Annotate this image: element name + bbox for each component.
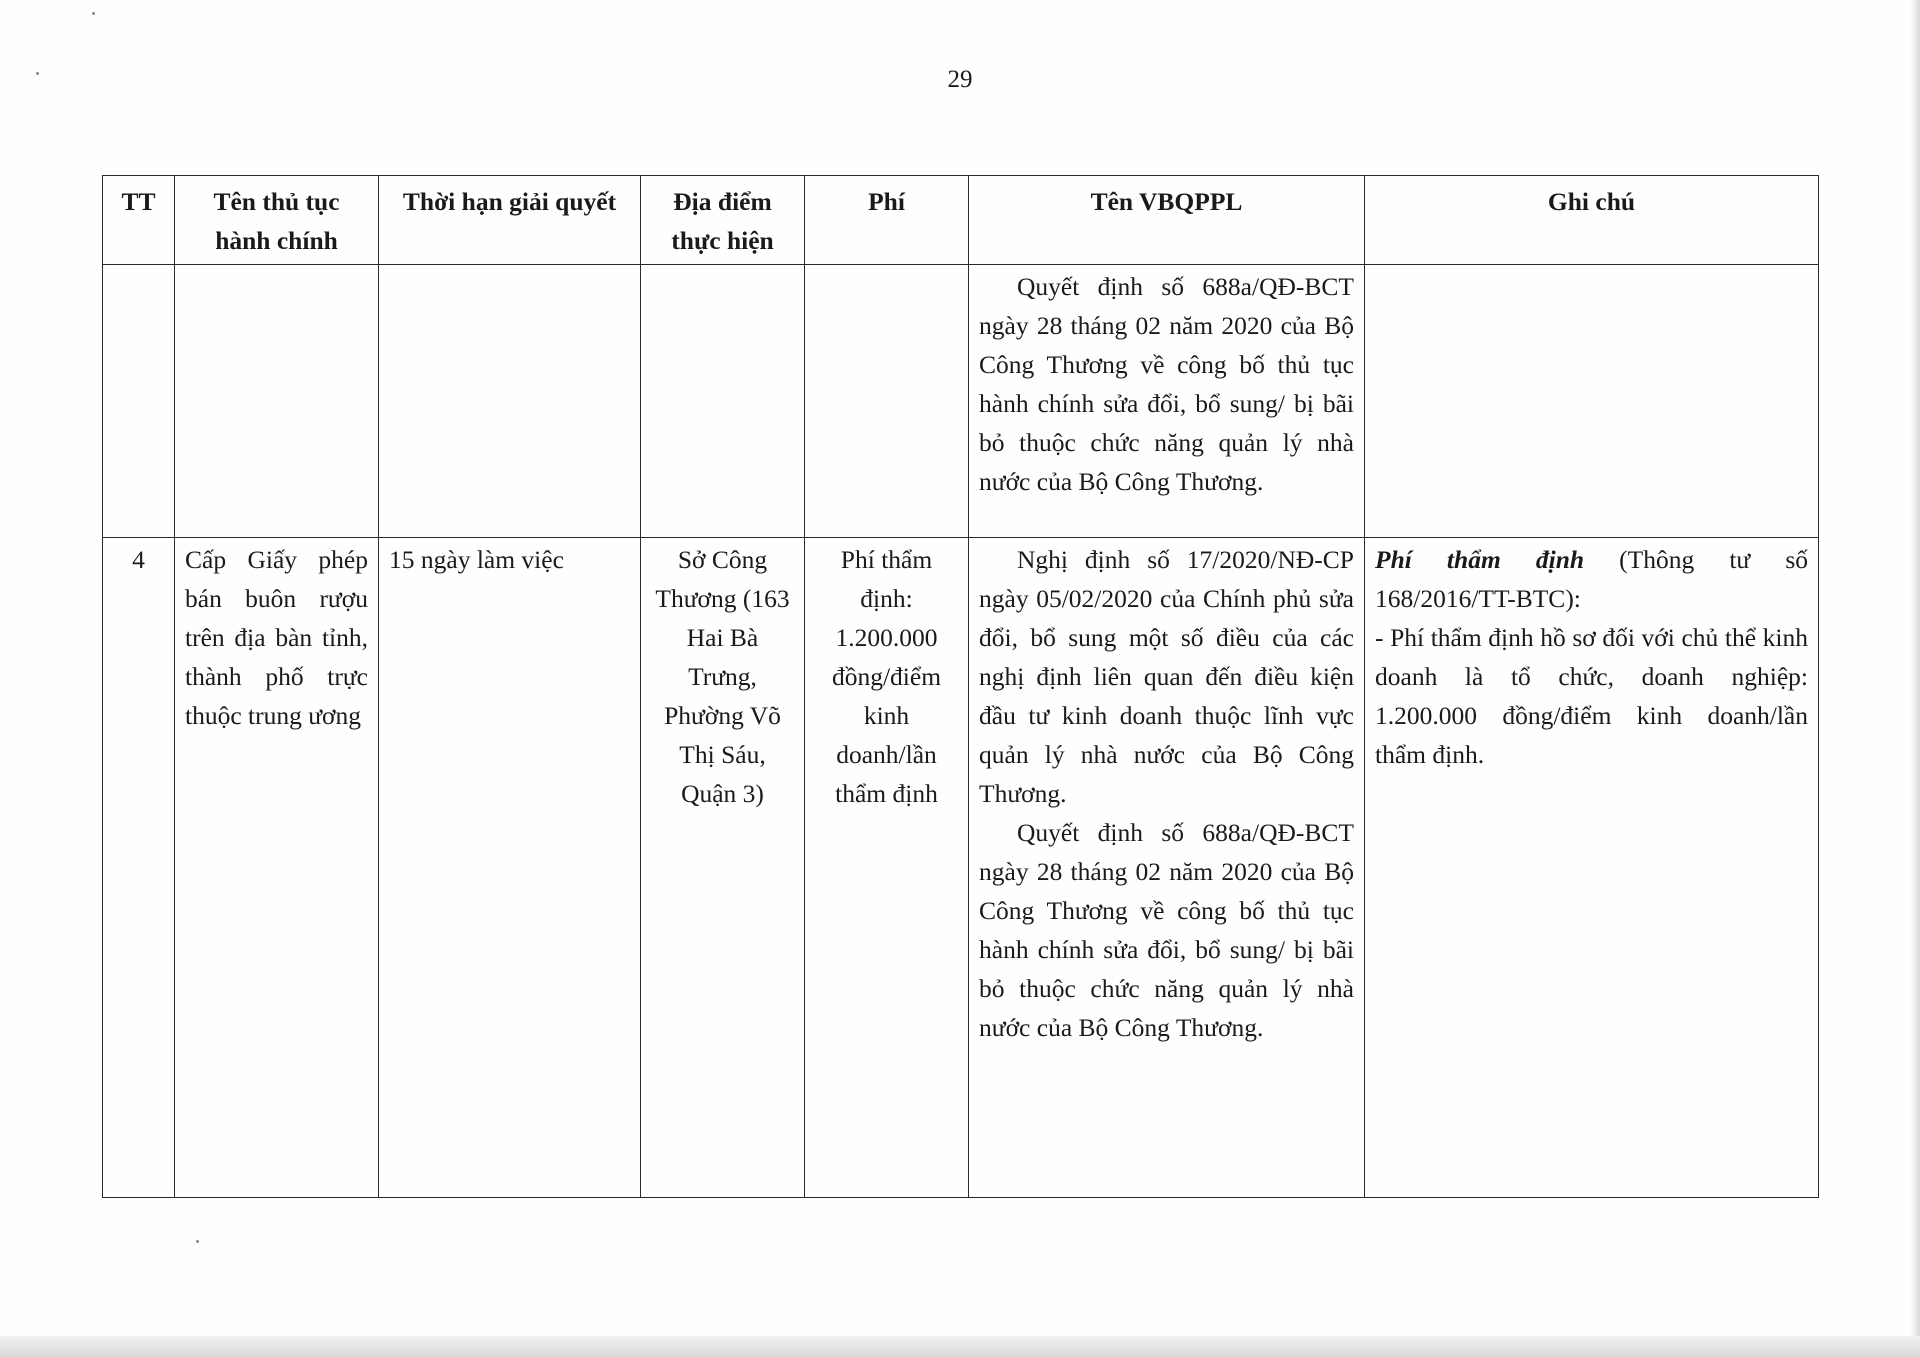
cell-location-empty bbox=[641, 265, 805, 538]
table-header-row bbox=[103, 176, 1819, 265]
scan-speck bbox=[36, 72, 39, 75]
table-row-4 bbox=[103, 538, 1819, 1198]
cell-procedure-name: Cấp Giấy phép bán buôn rượu trên địa bàn tỉnh, thành phố trực thuộc trung ương bbox=[175, 538, 379, 1198]
cell-location: Sở Công Thương (163 Hai Bà Trưng, Phường Võ Thị Sáu, Quận 3) bbox=[641, 538, 805, 1198]
note-fee-heading bbox=[1375, 540, 1808, 618]
legal-text-decision-688a: Quyết định số 688a/QĐ-BCT ngày 28 tháng 02 năm 2020 của Bộ Công Thương về công bố thủ tục hành chính sửa đổi, bổ sung/ bị bãi bỏ thuộc chức năng quản lý nhà nước của Bộ Công Thương. bbox=[979, 272, 1354, 496]
cell-name-empty bbox=[175, 265, 379, 538]
legal-text-decree-17: Nghị định số 17/2020/NĐ-CP ngày 05/02/2020 của Chính phủ sửa đổi, bổ sung một số điều của các nghị định liên quan đến điều kiện đầu tư kinh doanh thuộc lĩnh vực quản lý nhà nước của Bộ Công Thương. bbox=[979, 545, 1354, 808]
cell-fee-empty bbox=[805, 265, 969, 538]
cell-legal-continued bbox=[969, 265, 1365, 538]
cell-fee: Phí thẩm định: 1.200.000 đồng/điểm kinh doanh/lần thẩm định bbox=[805, 538, 969, 1198]
header-duration: Thời hạn giải quyết bbox=[379, 176, 641, 265]
scan-edge-bottom bbox=[0, 1336, 1920, 1357]
table-row-continued bbox=[103, 265, 1819, 538]
note-fee-title: Phí thẩm định bbox=[1375, 545, 1585, 574]
header-tt: TT bbox=[103, 176, 175, 265]
header-fee: Phí bbox=[805, 176, 969, 265]
cell-note-empty bbox=[1365, 265, 1819, 538]
header-location: Địa điểm thực hiện bbox=[641, 176, 805, 265]
cell-tt-empty bbox=[103, 265, 175, 538]
cell-tt: 4 bbox=[103, 538, 175, 1198]
header-procedure-name: Tên thủ tục hành chính bbox=[175, 176, 379, 265]
cell-legal-documents bbox=[969, 538, 1365, 1198]
procedure-table bbox=[102, 175, 1819, 1198]
note-fee-reference: (Thông tư số 168/2016/TT-BTC): bbox=[1375, 545, 1808, 613]
page-number: 29 bbox=[947, 66, 973, 93]
cell-duration-empty bbox=[379, 265, 641, 538]
legal-text-decision-688a: Quyết định số 688a/QĐ-BCT ngày 28 tháng 02 năm 2020 của Bộ Công Thương về công bố thủ tục hành chính sửa đổi, bổ sung/ bị bãi bỏ thuộc chức năng quản lý nhà nước của Bộ Công Thương. bbox=[979, 818, 1354, 1042]
note-fee-body: - Phí thẩm định hồ sơ đối với chủ thể kinh doanh là tổ chức, doanh nghiệp: 1.200.000 đồng/điểm kinh doanh/lần thẩm định. bbox=[1375, 623, 1808, 769]
cell-duration: 15 ngày làm việc bbox=[379, 538, 641, 1198]
scan-speck bbox=[196, 1240, 199, 1243]
cell-note bbox=[1365, 538, 1819, 1198]
header-legal-documents: Tên VBQPPL bbox=[969, 176, 1365, 265]
scan-speck bbox=[92, 12, 95, 15]
scan-edge-right bbox=[1910, 0, 1920, 1357]
header-note: Ghi chú bbox=[1365, 176, 1819, 265]
